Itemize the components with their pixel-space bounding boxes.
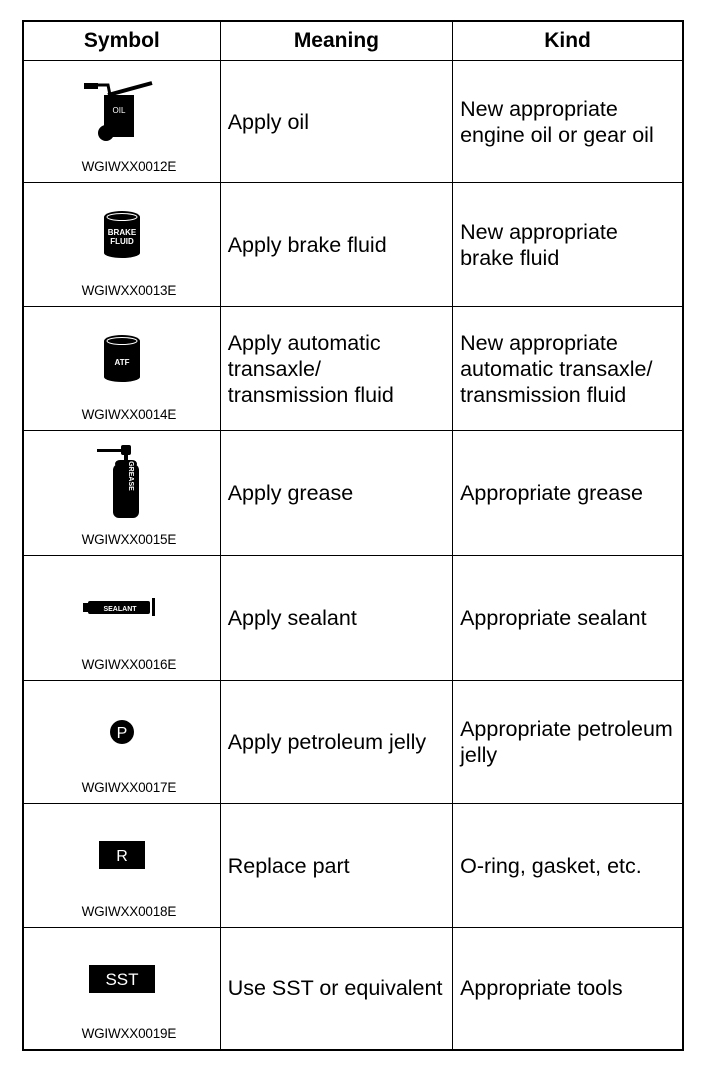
- table-row: [23, 307, 683, 431]
- symbol-cell: [23, 183, 220, 307]
- symbol-code: WGIWXX0013E: [81, 283, 177, 298]
- kind-cell: O-ring, gasket, etc.: [453, 804, 683, 928]
- table-row: [23, 61, 683, 183]
- kind-cell: Appropriate sealant: [453, 556, 683, 681]
- kind-cell: Appropriate tools: [453, 928, 683, 1050]
- icon-label: SST: [105, 970, 139, 989]
- meaning-cell: Apply oil: [220, 61, 452, 183]
- table-row: [23, 928, 683, 1050]
- petroleum-jelly-icon: [24, 699, 220, 765]
- atf-can-icon: [24, 325, 220, 391]
- symbol-code: WGIWXX0014E: [81, 407, 177, 422]
- oil-can-icon: [24, 79, 220, 145]
- icon-label: GREASE: [126, 461, 134, 491]
- grease-can-icon: [24, 449, 220, 515]
- symbol-cell: [23, 431, 220, 556]
- kind-cell: New appropriate automatic transaxle/ transmission fluid: [453, 307, 683, 431]
- svg-text:BRAKE: BRAKE: [107, 228, 137, 237]
- symbol-cell: [23, 307, 220, 431]
- symbol-cell: [23, 928, 220, 1050]
- table-row: [23, 183, 683, 307]
- meaning-cell: Apply sealant: [220, 556, 452, 681]
- symbol-cell: [23, 61, 220, 183]
- header-meaning: Meaning: [220, 21, 452, 61]
- meaning-cell: Apply automatic transaxle/ transmission fluid: [220, 307, 452, 431]
- symbol-cell: [23, 681, 220, 804]
- table-row: [23, 681, 683, 804]
- symbol-code: WGIWXX0017E: [81, 780, 177, 795]
- brake-fluid-can-icon: [24, 201, 220, 267]
- svg-text:FLUID: FLUID: [110, 237, 134, 246]
- header-row: [23, 21, 683, 61]
- icon-label: P: [116, 725, 128, 742]
- kind-cell: Appropriate grease: [453, 431, 683, 556]
- sealant-tube-icon: [24, 574, 220, 640]
- meaning-cell: Use SST or equivalent: [220, 928, 452, 1050]
- replace-part-icon: [24, 822, 220, 888]
- symbol-cell: [23, 804, 220, 928]
- meaning-cell: Replace part: [220, 804, 452, 928]
- table-row: [23, 804, 683, 928]
- meaning-cell: Apply grease: [220, 431, 452, 556]
- kind-cell: New appropriate brake fluid: [453, 183, 683, 307]
- symbol-cell: [23, 556, 220, 681]
- icon-label: R: [116, 848, 128, 865]
- table-row: [23, 431, 683, 556]
- symbol-table: [22, 20, 684, 1051]
- icon-label: SEALANT: [103, 606, 137, 613]
- header-kind: Kind: [453, 21, 683, 61]
- symbol-code: WGIWXX0015E: [81, 532, 177, 547]
- icon-label: OIL: [112, 106, 126, 115]
- icon-label: ATF: [114, 358, 130, 367]
- symbol-code: WGIWXX0019E: [81, 1025, 177, 1041]
- meaning-cell: Apply brake fluid: [220, 183, 452, 307]
- header-symbol: Symbol: [23, 21, 220, 61]
- meaning-cell: Apply petroleum jelly: [220, 681, 452, 804]
- kind-cell: New appropriate engine oil or gear oil: [453, 61, 683, 183]
- symbol-code: WGIWXX0018E: [81, 904, 177, 919]
- symbol-code: WGIWXX0012E: [81, 159, 177, 174]
- symbol-code: WGIWXX0016E: [81, 657, 177, 672]
- kind-cell: Appropriate petroleum jelly: [453, 681, 683, 804]
- table-row: [23, 556, 683, 681]
- sst-icon: [24, 946, 220, 1012]
